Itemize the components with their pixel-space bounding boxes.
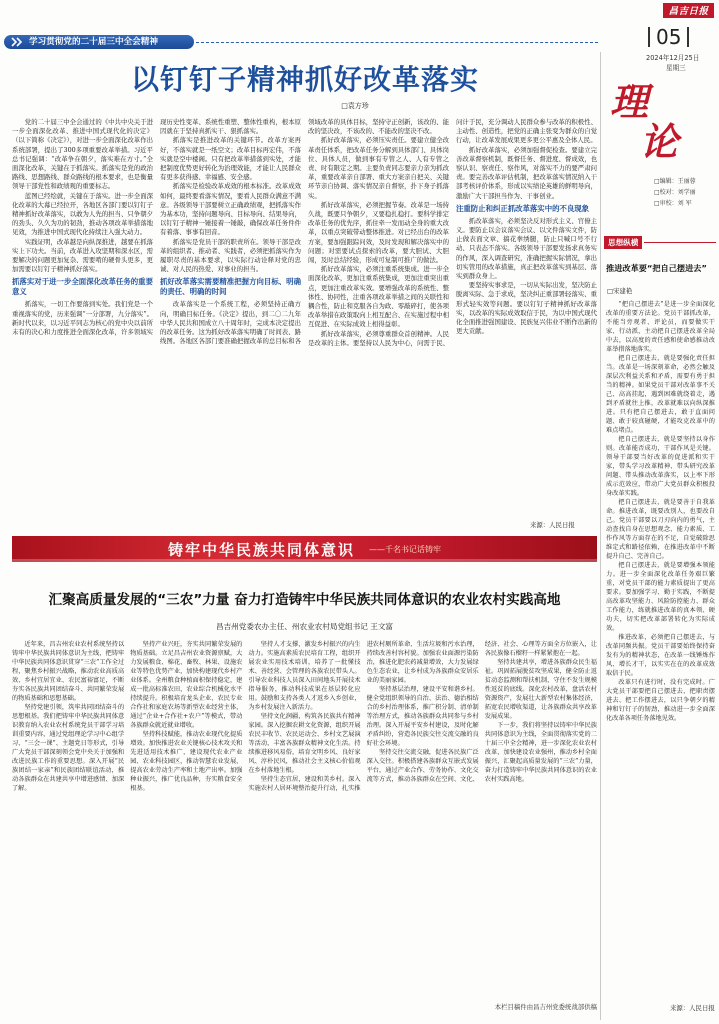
banner-divider — [196, 42, 598, 43]
sidebar-article-source: 来源：人民日报 — [670, 1004, 715, 1012]
paragraph: 把自己摆进去，就是要增强本领能力。进一步全面深化改革任务艰巨繁重，对党员干部的能力素质提出了更高要求。要加强学习、勤于实践，不断提高改革攻坚能力、风险防控能力、群众工作能力，练就推进改革的真本领、硬功夫，切实把改革部署转化为实际成效。 — [606, 562, 715, 632]
paragraph: 抓落实是检验改革成效的根本标准。改革成效如何，最终要看落实情况，要看人民群众满意不满意。各级领导干部要树立正确政绩观，把抓落实作为基本功，坚持问题导向、目标导向、结果导向，以钉钉子精神一锤接着一锤敲，确保改革任务件件有着落、事事有回音。 — [160, 182, 301, 237]
paragraph: 坚持交往交流交融，促进各民族广泛深入交往。积极搭建各族群众互嵌式发展平台，通过产业合作、劳务协作、文化交流等方式，推动各族群众在空间、文化、经济、社会、心理等方面全方位嵌入，让各民族像石榴籽一样紧紧抱在一起。 — [366, 641, 597, 783]
feature-article-title: 汇聚高质量发展的“三农”力量 奋力打造铸牢中华民族共同体意识的农业农村实践高地 — [48, 592, 561, 608]
paragraph: 党的二十届三中全会通过的《中共中央关于进一步全面深化改革、推进中国式现代化的决定》（以下简称《决定》），对进一步全面深化改革作出系统部署，提出了300多项重要改革举措。习近平总书记强调：“改革争在朝夕，落实难在方寸。”全面深化改革，关键在于抓落实。抓落实是党的政治路线、思想路线、群众路线的根本要求，也是衡量领导干部党性和政绩观的重要标志。 — [12, 118, 153, 191]
paragraph: 坚持生态宜居，建设和美乡村。深入实施农村人居环境整治提升行动，扎实推进农村厕所革命、生活垃圾和污水治理，持续改善村容村貌。加强农业面源污染防治，推进化肥农药减量增效，大力发展绿色生态农业，让乡村成为各族群众安居乐业的美丽家园。 — [248, 641, 479, 792]
lead-article-byline: □袁方珍 — [341, 102, 369, 110]
lead-article-source: 来源：人民日报 — [530, 521, 575, 529]
column-banner — [4, 35, 194, 49]
sidebar-article-body — [606, 300, 715, 998]
paragraph: 把自己摆进去，就是要坚持以身作则。改革能否成功，干部作风是关键。领导干部要当好改革的促进派和实干家，带头学习改革精神、带头研究改革问题、带头推动改革落实，以上率下形成示范效应，带动广大党员群众积极投身改革实践。 — [606, 436, 715, 497]
paragraph: 抓落实，一切工作要落到实处。我们党是一个重视落实的党，历来强调“一分部署，九分落实”。新时代以来，以习近平同志为核心的党中央以前所未有的决心和力度推进全面深化改革，许多领域实现历史性变革、系统性重塑、整体性重构，根本原因就在于坚持真抓实干、狠抓落实。 — [12, 118, 301, 337]
paragraph: 抓好改革落实，必须压实责任。要建立健全改革责任体系，把改革任务分解到具体部门、具体岗位、具体人员，做到事有专管之人、人有专管之责、时有限定之期。主要负责同志要亲力亲为抓改革，重要改革亲自部署、重大方案亲自把关、关键环节亲自协调、落实情况亲自督察，扑下身子抓落实。 — [308, 136, 449, 200]
paragraph: 坚持基层治理，建设平安和谐乡村。健全党组织领导的自治、法治、德治相结合的乡村治理体系，推广积分制、清单制等治理方式，推动各族群众共同参与乡村治理。深入开展平安乡村建设，及时化解矛盾纠纷，营造各民族交往交流交融的良好社会环境。 — [366, 686, 479, 747]
feature-article-footnote: 本栏目稿件由昌吉州党委统战部供稿 — [494, 1003, 597, 1011]
issue-weekday: 星期三 — [666, 64, 686, 72]
reviewer-credit: □审校：刘 军 — [654, 200, 692, 207]
sidebar-tag: 思想纵横 — [604, 236, 642, 249]
sidebar-article-title: 推进改革要“把自己摆进去” — [606, 263, 707, 273]
section-title: 理论 — [610, 79, 679, 164]
paragraph: 坚持人才支撑，激发乡村振兴的内生动力。实施高素质农民培育工程，组织开展农业实用技术培训，培养了一批懂技术、善经营、会管理的各族农民带头人。引导农业科技人员深入田间地头开展技术指导服务，推动科技成果在基层转化应用。鼓励和支持各类人才返乡入乡创业，为乡村发展注入新活力。 — [248, 641, 361, 711]
paragraph: 改革只有进行时，没有完成时。广大党员干部要把自己摆进去、把职责摆进去、把工作摆进去，以只争朝夕的精神和钉钉子的韧劲，推动进一步全面深化改革各项任务落地见效。 — [606, 679, 715, 722]
chevron-icon — [10, 35, 26, 49]
paragraph: 蓝图已经绘就，关键在于落实。进一步全面深化改革的大幕已经拉开，各地区各部门要以钉钉子精神抓好改革落实，以敢为人先的担当、只争朝夕的劲头、久久为功的韧劲，推动各项改革举措落地见效，为推进中国式现代化持续注入强大动力。 — [12, 191, 153, 237]
editor-credit: □编辑：王丽蓉 — [654, 178, 696, 185]
sidebar-tag-row — [604, 236, 716, 249]
paragraph: 坚持共建共享，增进各族群众民生福祉。巩固拓展脱贫攻坚成果，健全防止返贫动态监测和帮扶机制，守住不发生规模性返贫的底线。深化农村改革，盘活农村资源资产，发展壮大新型农村集体经济，拓宽农民增收渠道，让各族群众共享改革发展成果。 — [484, 659, 597, 720]
paragraph: 坚持科技赋能，推动农业现代化提质增效。加快推进农业关键核心技术攻关和先进适用技术推广，建设现代农业产业园、农业科技园区，推动智慧农业发展，提高农业劳动生产率和土地产出率。加强种业振兴，推广优良品种，夯实粮食安全根基。 — [130, 731, 243, 792]
paragraph: 抓好改革落实，必须加强督促检查。要建立完善改革督察机制，既督任务、督进度、督成效，也察认识、察责任、察作风，对落实不力的要严肃问责。要完善改革评估机制，把改革落实情况纳入干部考核评价体系，形成以实绩论英雄的鲜明导向，激励广大干部担当作为、干事创业。 — [456, 145, 597, 200]
proofreader-credit: □校对：刘学丽 — [654, 189, 696, 196]
column-divider — [600, 52, 601, 1020]
paragraph: 坚持文化润疆，构筑各民族共有精神家园。深入挖掘农耕文化资源，组织开展农民丰收节、农民运动会、乡村文艺展演等活动，丰富各族群众精神文化生活。持续推进移风易俗，培育文明乡风、良好家风、淳朴民风，推动社会主义核心价值观在乡村落地生根。 — [248, 713, 361, 774]
section-heading: 抓落实对于进一步全面深化改革任务的重要意义 — [12, 277, 153, 297]
paragraph: 把自己摆进去，就是要善于自我革命。推进改革，既要改别人，也要改自己。党员干部要以刀刃向内的勇气，主动查找自身在思想观念、能力素质、工作作风等方面存在的不足，自觉破除思维定式和路径依赖，在推进改革中不断提升自己、完善自己。 — [606, 499, 715, 560]
paragraph: 抓落实是推进改革的关键环节。改革方案再好，不落实就是一纸空文；改革目标再宏伟，不落实就是空中楼阁。只有把改革举措落到实处，才能把制度优势更好转化为治理效能，才能让人民群众有更多获得感、幸福感、安全感。 — [160, 136, 301, 182]
feature-article-body — [12, 640, 597, 996]
page-number: 05 — [648, 27, 689, 47]
paragraph: “把自己摆进去”是进一步全面深化改革的重要方法论。党员干部抓改革，不能当旁观者、评论员，而要做实干家、行动派，主动把自己摆进改革全局中去，以高度的责任感和使命感推动改革举措落地落实。 — [606, 301, 715, 353]
lead-article-body — [12, 118, 597, 516]
paragraph: 推进改革，必须把自己摆进去，与改革同频共振。党员干部要始终保持奋发有为的精神状态，在改革一线锤炼作风、增长才干，以实实在在的改革成效取信于民。 — [606, 634, 715, 677]
paragraph: 实践证明，改革越是向纵深推进，越要在抓落实上下功夫。当前，改革进入攻坚期和深水区，需要解决的问题更加复杂、需要啃的硬骨头更多，更加需要以钉钉子精神抓好落实。 — [12, 237, 153, 274]
paragraph: 要坚持实事求是，一切从实际出发，坚决防止脱离实际、急于求成，坚决纠正重部署轻落实、重形式轻实效等问题。要以钉钉子精神抓好改革落实，以改革的实际成效取信于民，为以中国式现代化全面推进强国建设、民族复兴伟业不断作出新的更大贡献。 — [456, 281, 597, 336]
newspaper-logo: 昌吉日报 — [663, 3, 714, 18]
paragraph: 抓好改革落实，必须尊重群众首创精神。人民是改革的主体。要坚持以人民为中心，问需于民、问计于民，充分调动人民群众参与改革的积极性、主动性、创造性，把党的正确主张变为群众的自觉行动，让改革发展成果更多更公平惠及全体人民。 — [308, 118, 597, 347]
paragraph: 改革落实是一个系统工程，必须坚持正确方向，明确目标任务。《决定》提出，到二〇二九年中华人民共和国成立八十周年时，完成本决定提出的改革任务。这为抓好改革落实明确了时间表、路线图。各地区各部门要准确把握改革的总目标和各领域改革的具体目标，坚持守正创新，该改的、能改的坚决改，不该改的、不能改的坚决不改。 — [160, 118, 449, 346]
sidebar-article-byline: □宋建艳 — [607, 287, 633, 295]
section-heading: 注重防止和纠正抓改革落实中的不良现象 — [456, 203, 590, 213]
paragraph: 把自己摆进去，就是要强化责任担当。改革是一场深刻革命，必然会触及深层次利益关系和矛盾，需要有勇于担当的精神。如果党员干部对改革事不关己、高高挂起，遇到困难就绕着走，遇到矛盾就往上推，改革就难以向纵深推进。只有把自己摆进去，敢于直面问题、敢于较真碰硬，才能攻克改革中的难点堵点。 — [606, 355, 715, 434]
issue-date: 2024年12月25日 — [646, 54, 700, 62]
sidebar-tag-rule — [644, 242, 716, 243]
paragraph: 抓好改革落实，必须注重系统集成。进一步全面深化改革，更加注重系统集成，更加注重突出重点，更加注重改革实效。要增强改革的系统性、整体性、协同性，注重各项改革举措之间的关联性和耦合性，防止和克服各自为政、零敲碎打，使各项改革举措在政策取向上相互配合、在实施过程中相互促进、在实际成效上相得益彰。 — [308, 265, 449, 329]
column-banner-label: 学习贯彻党的二十届三中全会精神 — [29, 37, 158, 47]
paragraph: 抓好改革落实，必须把握节奏。改革是一场持久战，既要只争朝夕，又要稳扎稳打。要科学排定改革任务的优先序，抓住牵一发而动全身的重大改革，以重点突破带动整体推进。对已经出台的改革方案，要加强跟踪问效，及时发现和解决落实中的问题；对需要试点探索的改革，要大胆试、大胆闯，及时总结经验，形成可复制可推广的做法。 — [308, 200, 449, 265]
feature-banner-title: 铸牢中华民族共同体意识 — [167, 540, 355, 559]
paragraph: 下一步，我们将坚持以铸牢中华民族共同体意识为主线，全面贯彻落实党的二十届三中全会精神，进一步深化农业农村改革，加快建设农业强州，推动乡村全面振兴，汇聚起高质量发展的“三农”力量，奋力打造铸牢中华民族共同体意识的农业农村实践高地。 — [484, 722, 597, 783]
lead-article-title: 以钉钉子精神抓好改革落实 — [130, 63, 479, 96]
section-heading: 抓好改革落实需要精准把握方向目标、明确的责任、明确的时间 — [160, 277, 301, 297]
paragraph: 坚持产业兴旺，夯实共同繁荣发展的物质基础。立足昌吉州农业资源禀赋，大力发展粮食、棉花、畜牧、林果、设施农业等特色优势产业，加快构建现代乡村产业体系。全州粮食种植面积保持稳定，建成一批高标准农田，农业综合机械化水平持续提升。积极培育龙头企业、农民专业合作社和家庭农场等新型农业经营主体，通过“企业+合作社+农户”等模式，带动各族群众就近就业增收。 — [130, 641, 243, 729]
paragraph: 近年来，昌吉州农业农村系统坚持以铸牢中华民族共同体意识为主线，把铸牢中华民族共同体意识贯穿“三农”工作全过程，聚焦乡村振兴战略，推动农业高质高效、乡村宜居宜业、农民富裕富足，不断夯实各民族共同团结奋斗、共同繁荣发展的物质基础和思想基础。 — [12, 641, 125, 702]
feature-banner — [12, 536, 597, 562]
paragraph: 坚持党建引领，筑牢共同团结奋斗的思想根基。我们把铸牢中华民族共同体意识教育纳入农业农村系统党员干部学习培训重要内容，通过党组理论学习中心组学习、“三会一课”、主题党日等形式，引导广大党员干部深刻领会党中央关于加强和改进民族工作的重要思想。深入开展“民族团结一家亲”和民族团结联谊活动，推动各族群众在共建共享中增进感情、加深了解。 — [12, 704, 125, 792]
feature-banner-subtitle: ——千名书记话铸牢 — [369, 544, 441, 554]
editor-credits — [654, 176, 716, 209]
feature-article-byline: 昌吉州党委农办主任、州农业农村局党组书记 王文富 — [215, 622, 394, 631]
paragraph: 抓改革落实，必须坚决反对形式主义、官僚主义。要防止以会议落实会议、以文件落实文件，防止做表面文章、搞花拳绣腿，防止只喊口号不行动、只表态不落实。各级领导干部要发扬求真务实的作风，深入调查研究，准确把握实际情况，拿出切实管用的改革措施，真正把改革落实到基层、落实到群众身上。 — [456, 216, 597, 281]
paragraph: 抓落实是党员干部的职责所在。领导干部是改革的组织者、推动者、实践者，必须把抓落实作为履职尽责的基本要求，以实际行动诠释对党的忠诚、对人民的热爱、对事业的担当。 — [160, 237, 301, 274]
